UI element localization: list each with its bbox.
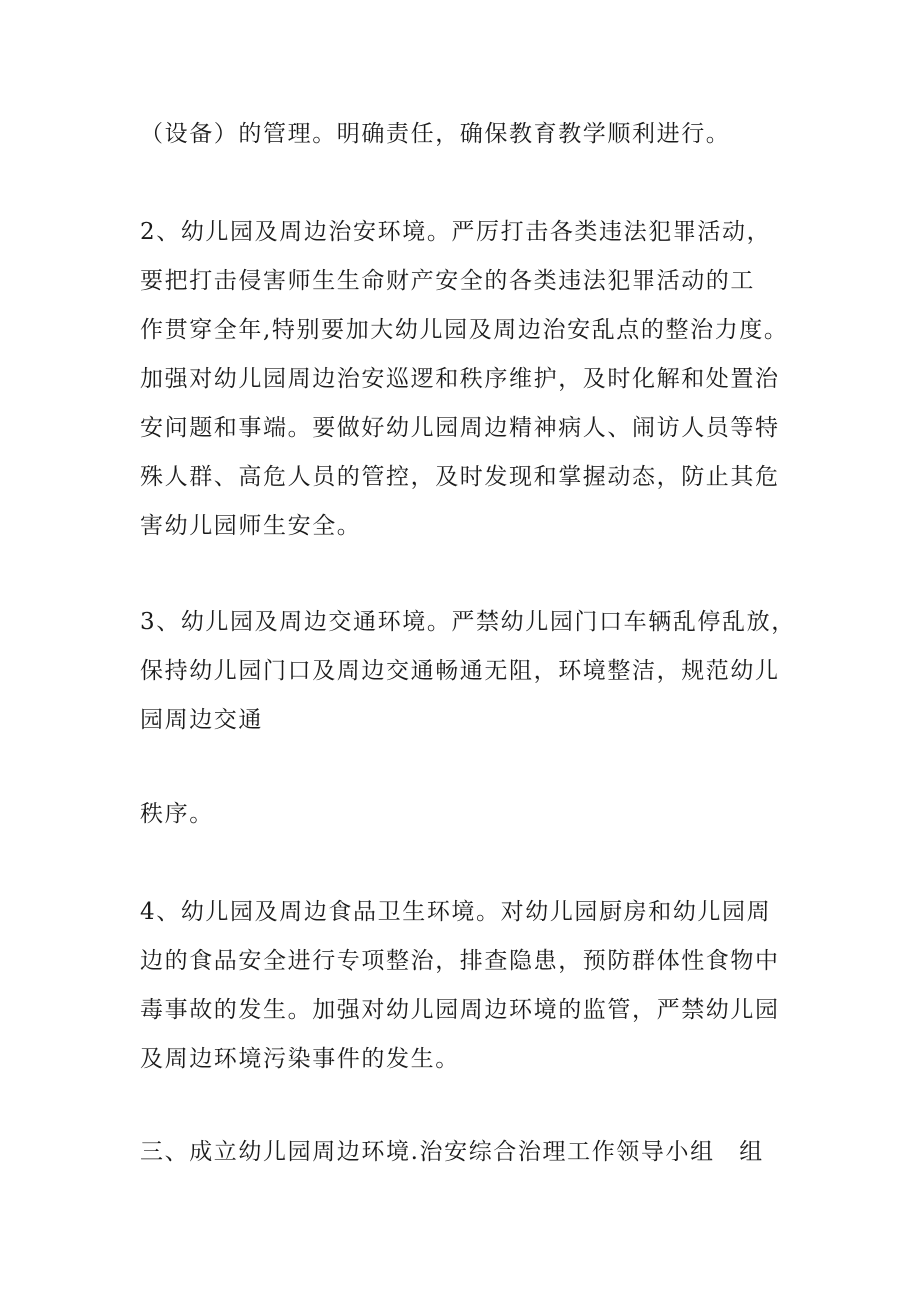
- text-line: （设备）的管理。明确责任，确保教育教学顺利进行。: [140, 121, 731, 147]
- text-line: 害幼儿园师生安全。: [140, 513, 362, 539]
- section-heading: 三、成立幼儿园周边环境.治安综合治理工作领导小组 组: [140, 1139, 764, 1165]
- text-line: 加强对幼儿园周边治安巡逻和秩序维护，及时化解和处置治: [140, 366, 780, 392]
- text-line: 2、幼儿园及周边治安环境。严厉打击各类违法犯罪活动，: [140, 219, 772, 245]
- text-line: 及周边环境污染事件的发生。: [140, 1046, 460, 1072]
- text-line: 保持幼儿园门口及周边交通畅通无阻，环境整洁，规范幼儿: [140, 658, 780, 684]
- text-line: 作贯穿全年,特别要加大幼儿园及周边治安乱点的整治力度。: [140, 317, 789, 343]
- text-line: 边的食品安全进行专项整治，排查隐患，预防群体性食物中: [140, 948, 780, 974]
- text-line: 4、幼儿园及周边食品卫生环境。对幼儿园厨房和幼儿园周: [140, 899, 772, 925]
- text-line: 园周边交通: [140, 707, 263, 733]
- text-line: 秩序。: [140, 801, 214, 827]
- text-line: 殊人群、高危人员的管控，及时发现和掌握动态，防止其危: [140, 464, 780, 490]
- text-line: 要把打击侵害师生生命财产安全的各类违法犯罪活动的工: [140, 268, 755, 294]
- text-line: 毒事故的发生。加强对幼儿园周边环境的监管，严禁幼儿园: [140, 997, 780, 1023]
- text-line: 安问题和事端。要做好幼儿园周边精神病人、闹访人员等特: [140, 415, 780, 441]
- text-line: 3、幼儿园及周边交通环境。严禁幼儿园门口车辆乱停乱放，: [140, 609, 796, 635]
